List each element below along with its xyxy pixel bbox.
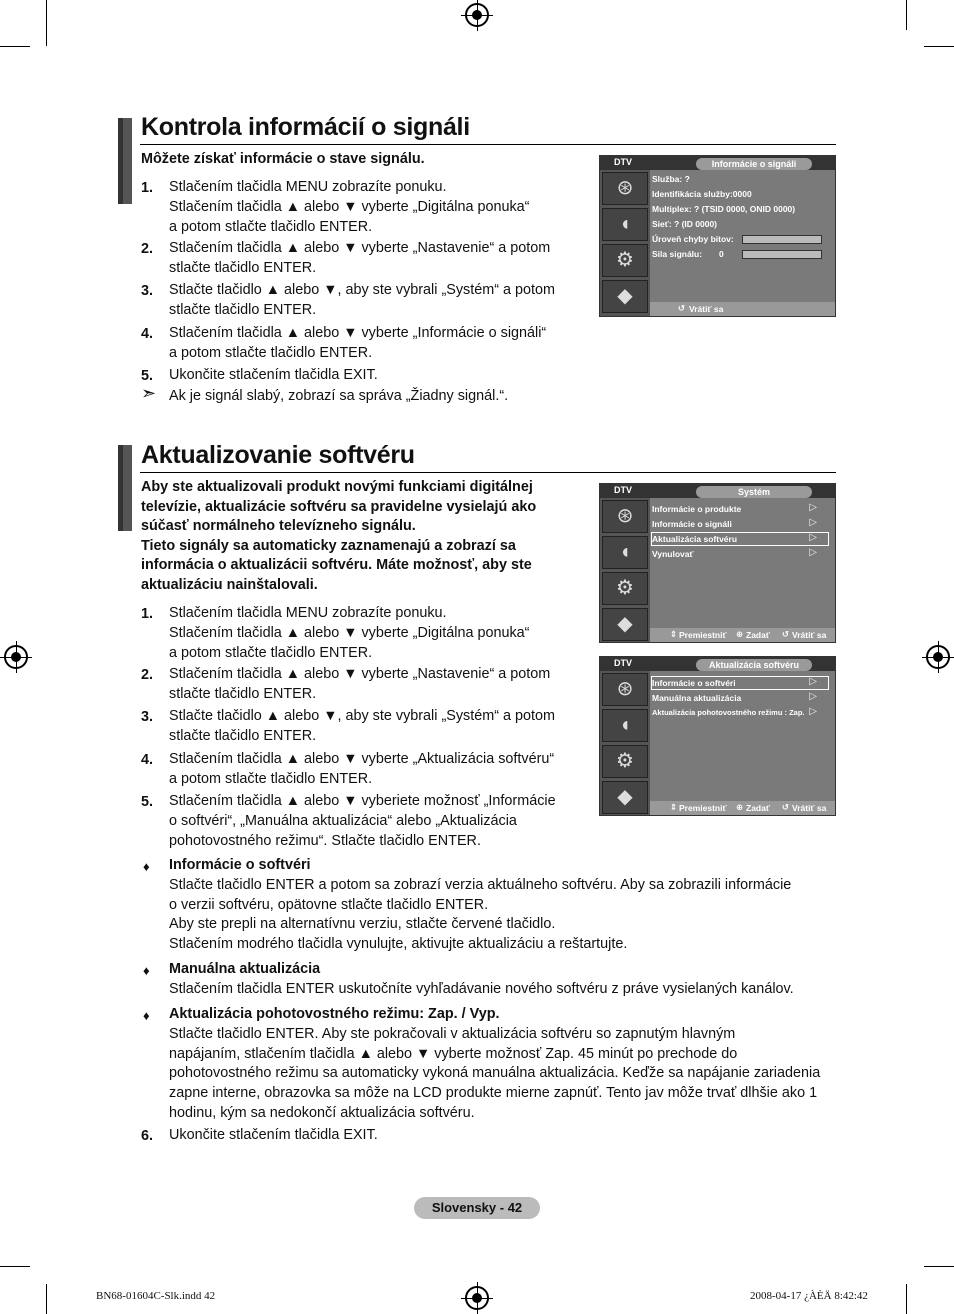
screen-title: Aktualizácia softvéru xyxy=(696,659,812,671)
crop-mark xyxy=(0,1266,30,1267)
crop-mark xyxy=(46,0,47,46)
step-number: 1. xyxy=(141,180,154,196)
note-arrow-icon: ➣ xyxy=(141,383,157,403)
return-icon: ↺ xyxy=(782,629,790,639)
step-text: Stlačením tlačidla ▲ alebo ▼ vyberte „Nastavenie“ a potom stlačte tlačidlo ENTER. xyxy=(169,240,551,276)
step-text: Stlačením tlačidla MENU zobrazíte ponuku. Stlačením tlačidla ▲ alebo ▼ vyberte „Digitálna ponuka“ a potom stlačte tlačidlo ENTER. xyxy=(169,179,530,235)
return-icon: ↺ xyxy=(678,303,686,313)
chevron-right-icon: ▷ xyxy=(809,676,817,687)
tv-screen-software-update xyxy=(599,656,836,816)
info-line: Sieť: ? (ID 0000) xyxy=(652,219,718,229)
screen-content xyxy=(652,172,835,302)
step-text: Stlačením tlačidla ▲ alebo ▼ vyberte „Informácie o signáli“ a potom stlačte tlačidlo ENTER. xyxy=(169,325,547,361)
bullet-icon: ♦ xyxy=(143,963,150,978)
step-text: Stlačením tlačidla MENU zobrazíte ponuku. Stlačením tlačidla ▲ alebo ▼ vyberte „Digitálna ponuka“ a potom stlačte tlačidlo ENTER. xyxy=(169,605,530,661)
info-line: Multiplex: ? (TSID 0000, ONID 0000) xyxy=(652,204,796,214)
info-line: Služba: ? xyxy=(652,174,690,184)
step-text: Stlačením tlačidla ▲ alebo ▼ vyberte „Nastavenie“ a potom stlačte tlačidlo ENTER. xyxy=(169,666,551,702)
satellite-icon: ⊛ xyxy=(602,500,648,533)
step-number: 5. xyxy=(141,368,154,384)
step-text: Stlačte tlačidlo ▲ alebo ▼, aby ste vybrali „Systém“ a potom stlačte tlačidlo ENTER. xyxy=(169,708,556,744)
bullet-text: Manuálna aktualizácia Stlačením tlačidla ENTER uskutočníte vyhľadávanie nového softvéru z práve vysielaných kanálov. xyxy=(169,961,794,997)
section-title: Aktualizovanie softvéru xyxy=(141,441,415,469)
print-date-info: 2008-04-17 ¿ÀÈÄ 8:42:42 xyxy=(750,1290,868,1302)
step-text: Stlačením tlačidla ▲ alebo ▼ vyberte „Aktualizácia softvéru“ a potom stlačte tlačidlo ENTER. xyxy=(169,751,555,787)
info-line: Úroveň chyby bitov: xyxy=(652,234,734,244)
menu-item[interactable]: Informácie o signáli xyxy=(652,519,732,529)
registration-mark-icon xyxy=(465,3,489,27)
crop-mark xyxy=(906,1284,907,1314)
enter-icon: ⊕ xyxy=(736,802,744,812)
menu-item[interactable]: Aktualizácia pohotovostného režimu : Zap. xyxy=(652,708,805,717)
return-icon: ↺ xyxy=(782,802,790,812)
enter-icon: ⊕ xyxy=(736,629,744,639)
menu-item[interactable]: Vynulovať xyxy=(652,549,694,559)
step-number: 1. xyxy=(141,606,154,622)
page-number-label: Slovensky - 42 xyxy=(414,1197,540,1219)
crop-mark xyxy=(0,46,30,47)
screen-content xyxy=(652,500,835,628)
sound-icon: ◖ xyxy=(602,208,648,241)
return-label: Vrátiť sa xyxy=(689,304,724,314)
dtv-label: DTV xyxy=(614,157,632,167)
menu-item[interactable]: Manuálna aktualizácia xyxy=(652,693,742,703)
dtv-label: DTV xyxy=(614,658,632,668)
info-line: Sila signálu: xyxy=(652,249,703,259)
screen-sidebar xyxy=(600,170,650,316)
section-bar xyxy=(118,445,132,531)
move-label: Premiestniť xyxy=(679,630,727,640)
chevron-right-icon: ▷ xyxy=(809,532,817,543)
step-number: 2. xyxy=(141,667,154,683)
crop-mark xyxy=(46,1284,47,1314)
crop-mark xyxy=(924,1266,954,1267)
section-intro: Aby ste aktualizovali produkt novými funkciami digitálnej televízie, aktualizácie softvéru sa pravidelne vysielajú ako súčasť normálneho televízneho signálu. Tieto signály sa automaticky zaznamenajú a zobrazí sa informácia o aktualizácii softvéru. Máte možnosť, aby ste aktualizáciu nainštalovali. xyxy=(141,479,537,593)
menu-item-selected[interactable]: Aktualizácia softvéru xyxy=(652,534,738,544)
return-label: Vrátiť sa xyxy=(792,803,827,813)
section-title: Kontrola informácií o signáli xyxy=(141,113,470,141)
screen-sidebar xyxy=(600,498,650,642)
registration-mark-icon xyxy=(4,645,28,669)
step-number: 4. xyxy=(141,752,154,768)
bit-error-bar xyxy=(742,235,822,244)
step-number: 5. xyxy=(141,794,154,810)
dtv-label: DTV xyxy=(614,485,632,495)
section-rule xyxy=(140,144,836,145)
bullet-text: Aktualizácia pohotovostného režimu: Zap. / Vyp. Stlačte tlačidlo ENTER. Aby ste pokračovali v aktualizácia softvéru so zapnutým hlavným napájaním, stlačením tlačidla ▲ alebo ▼ vyberte možnosť Zap. 45 minút po prechode do pohotovostného režimu sa automaticky vykoná manuálna aktualizácia. Keďže sa napájanie zariadenia zapne interne, obrazovka sa môže na LCD produkte mierne zapnúť. Tento jav môže trvať dlhšie ako 1 hodinu, kým sa nedokončí aktualizácia softvéru. xyxy=(169,1006,821,1121)
step-number: 6. xyxy=(141,1128,154,1144)
chevron-right-icon: ▷ xyxy=(809,706,817,717)
move-icon: ⇕ xyxy=(670,802,678,812)
chevron-right-icon: ▷ xyxy=(809,691,817,702)
screen-content xyxy=(652,673,835,801)
chevron-right-icon: ▷ xyxy=(809,547,817,558)
enter-label: Zadať xyxy=(746,630,770,640)
section-rule xyxy=(140,472,836,473)
satellite-icon: ⊛ xyxy=(602,673,648,706)
signal-value: 0 xyxy=(719,249,724,259)
crop-mark xyxy=(924,46,954,47)
section-intro: Môžete získať informácie o stave signálu. xyxy=(141,151,425,167)
info-line: Identifikácia služby:0000 xyxy=(652,189,752,199)
move-label: Premiestniť xyxy=(679,803,727,813)
menu-item-selected[interactable]: Informácie o softvéri xyxy=(652,678,736,688)
satellite-icon: ⊛ xyxy=(602,172,648,205)
screen-title: Systém xyxy=(696,486,812,498)
gear-icon: ⚙ xyxy=(602,572,648,605)
bullet-icon: ♦ xyxy=(143,1008,150,1023)
sound-icon: ◖ xyxy=(602,709,648,742)
return-label: Vrátiť sa xyxy=(792,630,827,640)
signal-strength-bar xyxy=(742,250,822,259)
chevron-right-icon: ▷ xyxy=(809,517,817,528)
gear-icon: ⚙ xyxy=(602,745,648,778)
step-text: Ukončite stlačením tlačidla EXIT. xyxy=(169,367,378,383)
section-bar xyxy=(118,118,132,204)
step-number: 3. xyxy=(141,283,154,299)
step-number: 4. xyxy=(141,326,154,342)
input-icon: ◆ xyxy=(602,781,648,814)
tv-screen-signal-info xyxy=(599,155,836,317)
gear-icon: ⚙ xyxy=(602,244,648,277)
tv-screen-system xyxy=(599,483,836,643)
registration-mark-icon xyxy=(926,645,950,669)
screen-title: Informácie o signáli xyxy=(696,158,812,170)
step-text: Stlačením tlačidla ▲ alebo ▼ vyberiete možnosť „Informácie o softvéri“, „Manuálna aktualizácia“ alebo „Aktualizácia pohotovostného režimu“. Stlačte tlačidlo ENTER. xyxy=(169,793,556,849)
enter-label: Zadať xyxy=(746,803,770,813)
step-text: Ukončite stlačením tlačidla EXIT. xyxy=(169,1127,378,1143)
registration-mark-icon xyxy=(465,1286,489,1310)
move-icon: ⇕ xyxy=(670,629,678,639)
sound-icon: ◖ xyxy=(602,536,648,569)
note-text: Ak je signál slabý, zobrazí sa správa „Žiadny signál.“. xyxy=(169,388,509,404)
menu-item[interactable]: Informácie o produkte xyxy=(652,504,742,514)
step-text: Stlačte tlačidlo ▲ alebo ▼, aby ste vybrali „Systém“ a potom stlačte tlačidlo ENTER. xyxy=(169,282,556,318)
chevron-right-icon: ▷ xyxy=(809,502,817,513)
screen-footer xyxy=(650,628,835,642)
step-number: 3. xyxy=(141,709,154,725)
screen-footer xyxy=(650,801,835,815)
screen-footer xyxy=(650,302,835,316)
screen-sidebar xyxy=(600,671,650,815)
bullet-icon: ♦ xyxy=(143,859,150,874)
crop-mark xyxy=(906,0,907,30)
print-file-info: BN68-01604C-Slk.indd 42 xyxy=(96,1290,216,1302)
bullet-text: Informácie o softvéri Stlačte tlačidlo ENTER a potom sa zobrazí verzia aktuálneho softvéru. Aby sa zobrazili informácie o verzii softvéru, opätovne stlačte tlačidlo ENTER. Aby ste prepli na alternatívnu verziu, stlačte červené tlačidlo. Stlačením modrého tlačidla vynulujte, aktivujte aktualizáciu a reštartujte. xyxy=(169,857,792,953)
input-icon: ◆ xyxy=(602,608,648,641)
input-icon: ◆ xyxy=(602,280,648,313)
step-number: 2. xyxy=(141,241,154,257)
